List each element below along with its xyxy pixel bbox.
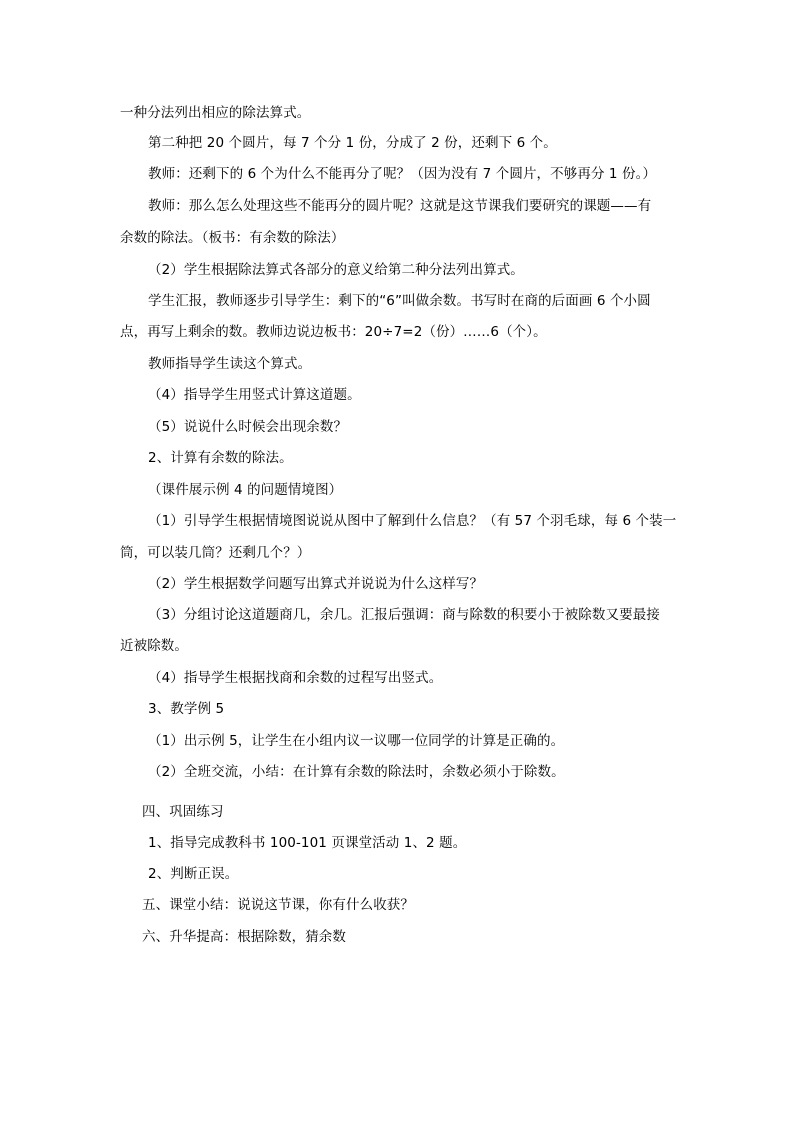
paragraph-line: 2、判断正误。 <box>148 866 239 882</box>
paragraph-line: （课件展示例 4 的问题情境图） <box>148 482 343 498</box>
paragraph-line: 近被除数。 <box>120 638 188 654</box>
paragraph-line: 2、计算有余数的除法。 <box>148 450 293 466</box>
paragraph-line: 1、指导完成教科书 100-101 页课堂活动 1、2 题。 <box>148 835 467 851</box>
section-heading: 五、课堂小结：说说这节课，你有什么收获？ <box>142 897 414 913</box>
paragraph-line: 一种分法列出相应的除法算式。 <box>120 105 311 121</box>
paragraph-line: （1）出示例 5，让学生在小组内议一议哪一位同学的计算是正确的。 <box>148 733 565 749</box>
paragraph-line: （1）引导学生根据情境图说说从图中了解到什么信息？（有 57 个羽毛球，每 6 个装一 <box>148 513 677 529</box>
paragraph-line: 余数的除法。（板书：有余数的除法） <box>120 230 345 246</box>
section-heading: 四、巩固练习 <box>142 804 224 820</box>
paragraph-line: 3、教学例 5 <box>148 701 225 717</box>
paragraph-line: 教师：还剩下的 6 个为什么不能再分了呢？（因为没有 7 个圆片，不够再分 1 份。） <box>148 166 657 182</box>
paragraph-line: （4）指导学生根据找商和余数的过程写出竖式。 <box>148 670 443 686</box>
paragraph-line: （2）全班交流，小结：在计算有余数的除法时，余数必须小于除数。 <box>148 764 565 780</box>
paragraph-line: 筒，可以装几筒？还剩几个？） <box>120 545 311 561</box>
paragraph-line: 第二种把 20 个圆片，每 7 个分 1 份，分成了 2 份，还剩下 6 个。 <box>148 135 557 151</box>
section-heading: 六、升华提高：根据除数，猜余数 <box>142 929 346 945</box>
paragraph-line: （4）指导学生用竖式计算这道题。 <box>148 387 361 403</box>
paragraph-line: （3）分组讨论这道题商几，余几。汇报后强调：商与除数的积要小于被除数又要最接 <box>148 607 660 623</box>
paragraph-line: 点，再写上剩余的数。教师边说边板书：20÷7=2（份）……6（个）。 <box>120 324 547 340</box>
paragraph-line: （2）学生根据数学问题写出算式并说说为什么这样写？ <box>148 576 484 592</box>
paragraph-line: 教师：那么怎么处理这些不能再分的圆片呢？这就是这节课我们要研究的课题——有 <box>148 198 652 214</box>
paragraph-line: （2）学生根据除法算式各部分的意义给第二种分法列出算式。 <box>148 262 524 278</box>
paragraph-line: 学生汇报，教师逐步引导学生：剩下的“6”叫做余数。书写时在商的后面画 6 个小圆 <box>148 293 651 309</box>
paragraph-line: （5）说说什么时候会出现余数？ <box>148 419 348 435</box>
paragraph-line: 教师指导学生读这个算式。 <box>148 356 312 372</box>
